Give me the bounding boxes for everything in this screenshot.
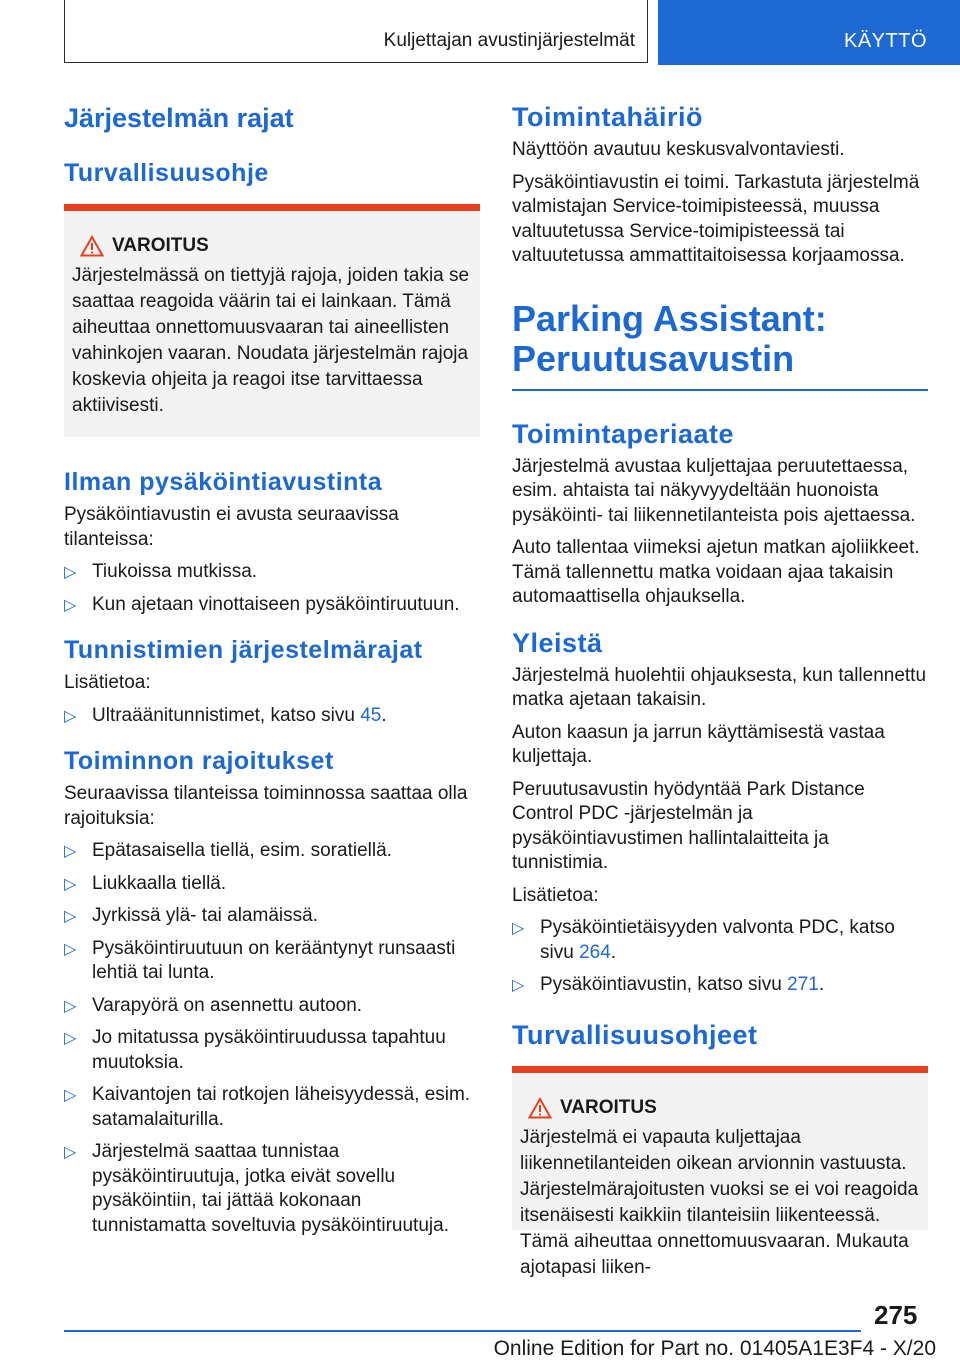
paragraph: Näyttöön avautuu keskusvalvontaviesti.: [512, 139, 845, 160]
paragraph: Järjestelmä huolehtii ohjauksesta, kun tallennettu matka ajetaan takaisin.: [512, 664, 927, 710]
list-item: ▷ Pysäköintiavustin, katso sivu 271.: [512, 973, 928, 998]
warning-header: [520, 1097, 920, 1119]
triangle-bullet-icon: ▷: [64, 707, 77, 725]
warning-label: VAROITUS: [112, 235, 209, 256]
triangle-bullet-icon: ▷: [64, 1030, 77, 1047]
header-title-box: [64, 0, 648, 63]
paragraph: Pysäköintiavustin ei toimi. Tarkastuta järjestelmä valmistajan Service-toimipisteessä, muussa valtuutetussa Service-toimipisteessä tai valtuutetussa ammattitaitoisessa korjaamossa.: [512, 171, 920, 266]
triangle-bullet-icon: ▷: [64, 997, 77, 1015]
heading-general: Yleistä: [512, 627, 603, 658]
paragraph: Seuraavissa tilanteissa toiminnossa saattaa olla rajoituksia:: [64, 783, 468, 829]
warning-label: VAROITUS: [560, 1096, 657, 1118]
heading-sensor-limits: Tunnistimien järjestelmärajat: [64, 636, 423, 664]
triangle-bullet-icon: ▷: [64, 875, 77, 893]
header-title: Kuljettajan avustinjärjestelmät: [383, 30, 635, 51]
safety-note-heading: Turvallisuusohje: [64, 159, 269, 187]
warning-triangle-icon: [520, 1097, 560, 1119]
paragraph: Lisätietoa:: [512, 884, 599, 906]
heading-no-parking-assistant: Ilman pysäköintiavustinta: [64, 468, 383, 496]
triangle-bullet-icon: ▷: [64, 908, 77, 925]
warning-triangle-icon: [72, 235, 112, 257]
section-tab-label: KÄYTTÖ: [843, 30, 927, 52]
triangle-bullet-icon: ▷: [512, 920, 525, 937]
list-item: ▷ Varapyörä on asennettu autoon.: [64, 994, 480, 1019]
list-item: ▷ Ultraäänitunnistimet, katso sivu 45.: [64, 704, 480, 729]
right-column: [512, 100, 928, 1278]
paragraph: Järjestelmä avustaa kuljettajaa peruutettaessa, esim. ahtaista tai näkyvyydeltään huonoista pysäköinti- tai liikennetilanteista pois ajettaessa.: [512, 455, 916, 526]
list-item: ▷ Jo mitatussa pysäköintiruudussa tapahtuu muutoksia.: [64, 1027, 446, 1073]
chapter-heading-line-1: Parking Assistant:: [512, 297, 827, 339]
paragraph: Peruutusavustin hyödyntää Park Distance Control PDC -järjestelmän ja pysäköintiavustimen hallintalaitteita ja tunnistimia.: [512, 778, 865, 873]
paragraph: Pysäköintiavustin ei avusta seuraavissa tilanteissa:: [64, 504, 399, 550]
heading-malfunction: Toimintahäiriö: [512, 102, 704, 132]
list-item: ▷ Kun ajetaan vinottaiseen pysäköintiruutuun.: [64, 593, 480, 618]
bullet-list: [64, 704, 480, 729]
warning-header: [72, 235, 472, 257]
triangle-bullet-icon: ▷: [64, 564, 77, 581]
triangle-bullet-icon: ▷: [64, 843, 77, 860]
list-item: ▷ Kaivantojen tai rotkojen läheisyydessä, esim. satamalaiturilla.: [64, 1084, 471, 1130]
bullet-list: [512, 916, 928, 998]
list-item: ▷ Jyrkissä ylä- tai alamäissä.: [64, 904, 480, 929]
list-item: ▷ Järjestelmä saattaa tunnistaa pysäköintiruutuja, jotka eivät sovellu pysäköintiin, tai jättää kokonaan tunnistamatta soveltuvia pysäköintiruutuja.: [64, 1141, 449, 1236]
page-link[interactable]: 264: [579, 941, 611, 963]
chapter-heading-line-2: Peruutusavustin: [512, 337, 795, 379]
bullet-list: [64, 560, 480, 617]
triangle-bullet-icon: ▷: [64, 1087, 77, 1104]
warning-box: [64, 204, 480, 437]
bullet-list: [64, 839, 480, 1238]
list-item: ▷ Liukkaalla tiellä.: [64, 872, 480, 897]
warning-text: Järjestelmä ei vapauta kuljettajaa liikennetilanteiden oikean arvionnin vastuusta. Järjestelmärajoitusten vuoksi se ei voi reagoida itsenäisesti kaikkiin tilanteisiin liikenteessä. Tämä aiheuttaa onnettomuusvaaran. Mukauta ajotapasi liiken-: [520, 1126, 919, 1278]
list-item: ▷ Pysäköintiruutuun on kerääntynyt runsaasti lehtiä tai lunta.: [64, 937, 456, 983]
list-item: ▷ Epätasaisella tiellä, esim. soratiellä.: [64, 839, 480, 864]
heading-safety-notes: Turvallisuusohjeet: [512, 1019, 758, 1050]
paragraph: Auto tallentaa viimeksi ajetun matkan ajoliikkeet. Tämä tallennettu matka voidaan ajaa takaisin automaattisella ohjauksella.: [512, 537, 920, 607]
chapter-heading-rule: [512, 389, 928, 391]
triangle-bullet-icon: ▷: [64, 1144, 77, 1161]
paragraph: Lisätietoa:: [64, 672, 151, 693]
triangle-bullet-icon: ▷: [64, 596, 77, 614]
page-link[interactable]: 271: [787, 974, 819, 995]
footer-edition-text: Online Edition for Part no. 01405A1E3F4 - X/20: [493, 1337, 936, 1360]
list-item: ▷ Tiukoissa mutkissa.: [64, 560, 480, 585]
section-tab[interactable]: [658, 0, 960, 65]
warning-text: Järjestelmässä on tiettyjä rajoja, joiden takia se saattaa reagoida väärin tai ei lainkaan. Tämä aiheuttaa onnettomuusvaaran tai aineellisten vahinkojen vaaran. Noudata järjestelmän rajoja koskevia ohjeita ja reagoi itse tarvittaessa aktiivisesti.: [72, 265, 470, 416]
heading-operating-principle: Toimintaperiaate: [512, 418, 735, 449]
left-column: [64, 100, 480, 1254]
page-number: 275: [874, 1300, 918, 1330]
footer-rule: [64, 1330, 861, 1332]
section-heading-system-limits: Järjestelmän rajat: [64, 103, 294, 133]
triangle-bullet-icon: ▷: [64, 940, 77, 958]
warning-box: [512, 1066, 928, 1278]
list-item: ▷ Pysäköintietäisyyden valvonta PDC, katso sivu 264.: [512, 917, 895, 963]
paragraph: Auton kaasun ja jarrun käyttämisestä vastaa kuljettaja.: [512, 721, 885, 767]
heading-function-restrictions: Toiminnon rajoitukset: [64, 747, 334, 775]
triangle-bullet-icon: ▷: [512, 977, 525, 994]
page-link[interactable]: 45: [360, 704, 382, 726]
